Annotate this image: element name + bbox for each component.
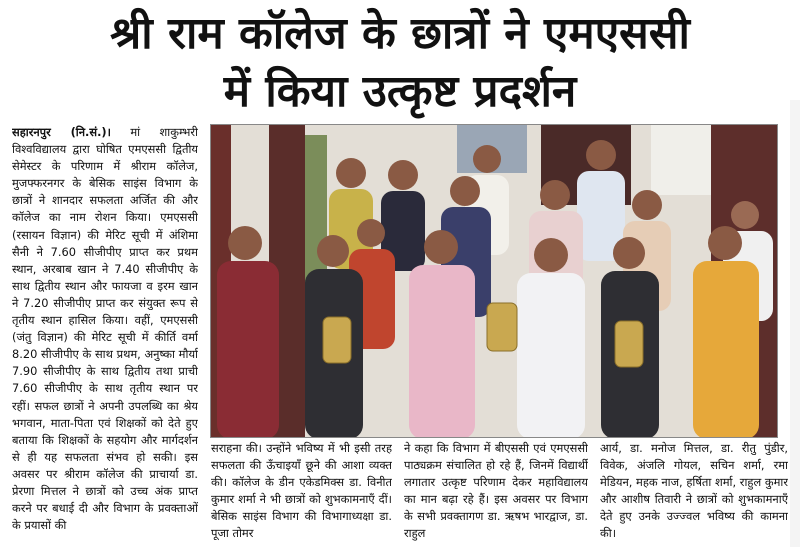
group-photo (210, 124, 778, 438)
headline (0, 0, 800, 124)
article-text-1: मां शाकुम्भरी विश्वविद्यालय द्वारा घोषित एमएससी द्वितीय सेमेस्टर के परिणाम में श्रीराम कॉलेज, मुजफ्फरनगर के बेसिक साइंस विभाग के छात्रों ने शानदार सफलता अर्जित की और कॉलेज का नाम रोशन किया। एमएससी (रसायन विज्ञान) की मेरिट सूची में अंशिमा सैनी ने 7.60 सीजीपीए प्राप्त कर प्रथम स्थान, अरबाब खान ने 7.40 सीजीपीए के साथ द्वितीय स्थान और फायजा व इरम खान ने 7.20 सीजीपीए प्राप्त कर संयुक्त रूप से तृतीय स्थान हासिल किया। वहीं, एमएससी (जंतु विज्ञान) की मेरिट सूची में कीर्ति वर्मा 8.20 सीजीपीए के साथ प्रथम, अनुष्का मौर्या 7.90 सीजीपीए के साथ द्वितीय तथा प्राची 7.60 सीजीपीए के साथ तृतीय स्थान पर रहीं। सफल छात्रों ने अपनी उपलब्धि का श्रेय भगवान, माता-पिता एवं शिक्षकों को देते हुए बताया कि शिक्षकों के सहयोग और मार्गदर्शन से ही यह सफलता संभव हो सकी। इस अवसर पर श्रीराम कॉलेज की प्राचार्या डा. प्रेरणा मित्तल ने छात्रों को उच्च अंक प्राप्त करने पर बधाई दी और विभाग के प्रवक्ताओं के प्रयासों की (12, 125, 198, 533)
group-photo-illustration (211, 125, 778, 438)
article-column-2: सराहना की। उन्होंने भविष्य में भी इसी तरह सफलता की ऊँचाइयाँ छूने की आशा व्यक्त की। कॉलेज के डीन एकेडमिक्स डा. विनीत कुमार शर्मा ने भी छात्रों को शुभकामनाएँ दीं। बेसिक साइंस विभाग की विभागाध्यक्षा डा. पूजा तोमर (211, 441, 392, 541)
article-column-1 (12, 124, 198, 547)
dateline: सहारनपुर (नि.सं.)। (12, 125, 111, 139)
page-edge (790, 100, 800, 547)
article-column-3: ने कहा कि विभाग में बीएससी एवं एमएससी पाठ्यक्रम संचालित हो रहे हैं, जिनमें विद्यार्थी लगातार उत्कृष्ट परिणाम देकर महाविद्यालय का मान बढ़ा रहे हैं। इस अवसर पर विभाग के सभी प्रवक्तागण डा. ऋषभ भारद्वाज, डा. राहुल (404, 441, 588, 541)
headline-line-1: श्री राम कॉलेज के छात्रों ने एमएससी (110, 8, 690, 59)
article-column-4: आर्य, डा. मनोज मित्तल, डा. रीतु पुंडीर, विवेक, अंजलि गोयल, सचिन शर्मा, रमा मेडियन, महक नाज, हर्षिता शर्मा, राहुल कुमार और आशीष तिवारी ने छात्रों को शुभकामनाएँ देते हुए उनके उज्ज्वल भविष्य की कामना की। (600, 441, 788, 541)
headline-line-2: में किया उत्कृष्ट प्रदर्शन (223, 66, 577, 117)
